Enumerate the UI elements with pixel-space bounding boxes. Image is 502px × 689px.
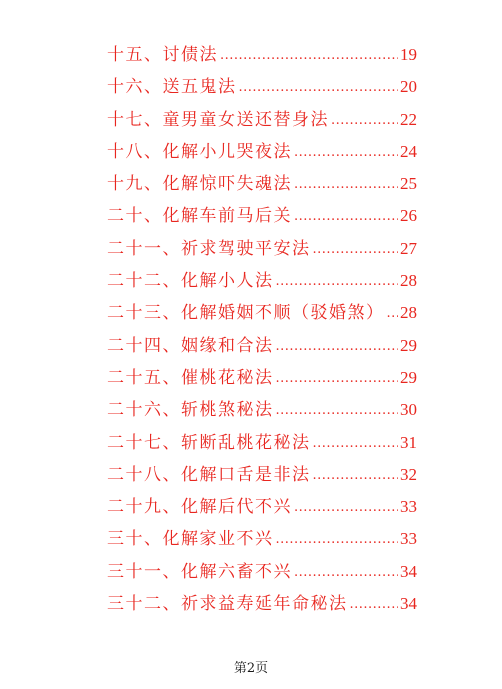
toc-dot-leader <box>294 169 398 201</box>
toc-dot-leader <box>276 363 399 395</box>
toc-entry-title: 十七、童男童女送还替身法 <box>107 109 329 130</box>
page-number-footer: 第2页 <box>233 661 269 676</box>
toc-entry-31[interactable] <box>107 556 417 588</box>
toc-dot-leader <box>276 331 399 363</box>
toc-dot-leader <box>294 492 398 524</box>
toc-entry-28[interactable] <box>107 459 417 491</box>
toc-dot-leader <box>313 460 399 492</box>
toc-entry-title: 三十、化解家业不兴 <box>107 529 274 550</box>
toc-entry-page: 27 <box>400 238 417 258</box>
toc-entry-32[interactable] <box>107 588 417 620</box>
toc-entry-page: 33 <box>400 497 417 517</box>
toc-entry-title: 十六、送五鬼法 <box>107 77 237 98</box>
toc-entry-21[interactable] <box>107 233 417 265</box>
toc-entry-title: 十九、化解惊吓失魂法 <box>107 174 292 195</box>
toc-dot-leader <box>276 524 399 556</box>
toc-entry-page: 26 <box>400 206 417 226</box>
toc-entry-title: 二十、化解车前马后关 <box>107 206 292 227</box>
toc-entry-page: 20 <box>400 77 417 97</box>
toc-entry-title: 二十九、化解后代不兴 <box>107 497 292 518</box>
toc-dot-leader <box>313 234 399 266</box>
toc-entry-page: 31 <box>400 432 417 452</box>
toc-entry-page: 29 <box>400 335 417 355</box>
toc-entry-page: 19 <box>400 45 417 64</box>
toc-entry-title: 十八、化解小儿哭夜法 <box>107 141 292 162</box>
toc-entry-19[interactable] <box>107 168 417 200</box>
toc-entry-title: 三十一、化解六畜不兴 <box>107 561 292 582</box>
toc-entry-24[interactable] <box>107 330 417 362</box>
toc-entry-23[interactable] <box>107 297 417 329</box>
toc-entry-17[interactable] <box>107 104 417 136</box>
toc-entry-title: 二十三、化解婚姻不顺（驳婚煞） <box>107 303 385 324</box>
toc-dot-leader <box>294 137 398 169</box>
toc-entry-title: 二十一、祈求驾驶平安法 <box>107 238 311 259</box>
toc-dot-leader <box>239 72 399 104</box>
toc-dot-leader <box>294 201 398 233</box>
toc-entry-15[interactable] <box>107 39 417 71</box>
toc-entry-page: 29 <box>400 367 417 387</box>
toc-dot-leader <box>220 40 398 72</box>
toc-entry-page: 28 <box>400 303 417 323</box>
toc-entry-page: 28 <box>400 271 417 291</box>
toc-entry-20[interactable] <box>107 200 417 232</box>
toc-entry-title: 二十五、催桃花秘法 <box>107 367 274 388</box>
toc-entry-30[interactable] <box>107 523 417 555</box>
toc-entry-22[interactable] <box>107 265 417 297</box>
table-of-contents <box>107 39 417 620</box>
toc-entry-page: 30 <box>400 400 417 420</box>
toc-entry-page: 22 <box>400 109 417 129</box>
toc-entry-page: 32 <box>400 464 417 484</box>
toc-dot-leader <box>313 428 399 460</box>
toc-entry-title: 二十八、化解口舌是非法 <box>107 464 311 485</box>
toc-entry-18[interactable] <box>107 136 417 168</box>
toc-entry-page: 25 <box>400 174 417 194</box>
toc-entry-page: 34 <box>400 561 417 581</box>
toc-entry-title: 十五、讨债法 <box>107 45 218 65</box>
toc-entry-page: 33 <box>400 529 417 549</box>
toc-entry-title: 二十二、化解小人法 <box>107 271 274 292</box>
toc-dot-leader <box>276 395 399 427</box>
toc-dot-leader <box>331 105 398 137</box>
toc-entry-27[interactable] <box>107 427 417 459</box>
toc-entry-title: 二十七、斩断乱桃花秘法 <box>107 432 311 453</box>
toc-entry-26[interactable] <box>107 394 417 426</box>
toc-entry-title: 二十六、斩桃煞秘法 <box>107 400 274 421</box>
toc-dot-leader <box>350 589 399 621</box>
toc-dot-leader <box>387 298 399 330</box>
toc-dot-leader <box>294 557 398 589</box>
toc-entry-29[interactable] <box>107 491 417 523</box>
toc-entry-page: 24 <box>400 141 417 161</box>
toc-entry-25[interactable] <box>107 362 417 394</box>
toc-dot-leader <box>276 266 399 298</box>
toc-entry-page: 34 <box>400 594 417 614</box>
toc-entry-title: 三十二、祈求益寿延年命秘法 <box>107 594 348 615</box>
toc-entry-16[interactable] <box>107 71 417 103</box>
toc-entry-title: 二十四、姻缘和合法 <box>107 335 274 356</box>
